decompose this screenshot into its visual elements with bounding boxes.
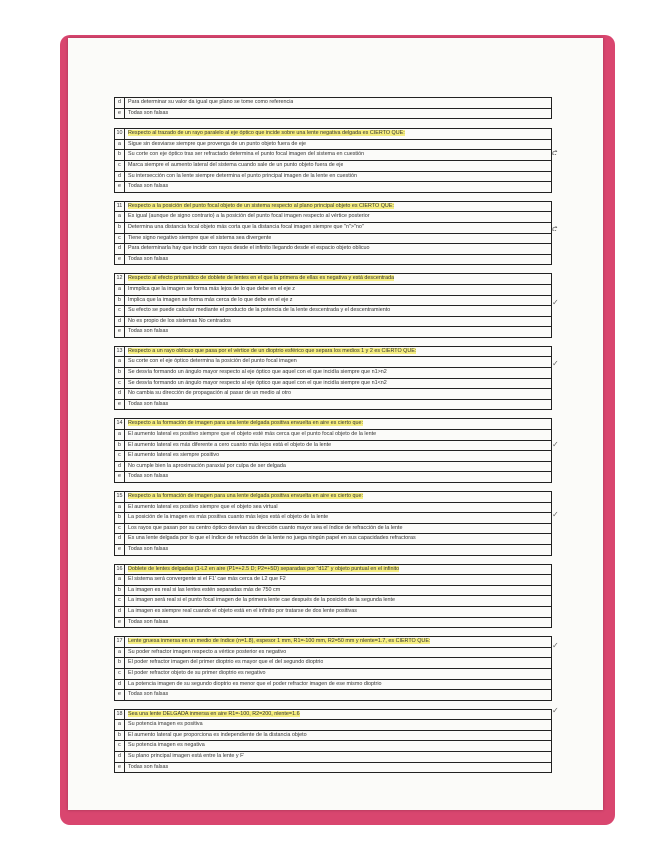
question-header-row	[114, 346, 552, 358]
option-row	[114, 607, 552, 618]
option-text-cell	[125, 586, 280, 596]
option-letter: c	[115, 741, 125, 751]
option-text-cell	[125, 462, 286, 472]
option-row	[114, 658, 552, 669]
question-block	[114, 636, 552, 701]
option-letter: d	[115, 680, 125, 690]
option-text: Para determinar su valor da igual que plano se tome como referencia	[128, 99, 294, 105]
option-row	[114, 317, 552, 328]
option-text-cell	[125, 596, 395, 606]
option-letter: b	[115, 513, 125, 523]
option-letter: a	[115, 430, 125, 440]
option-text-cell	[125, 763, 168, 773]
option-text-cell	[125, 741, 205, 751]
option-row	[114, 472, 552, 483]
option-text: Sigue sin desviarse siempre que provenga de un punto objeto fuera de eje	[128, 140, 307, 147]
option-row	[114, 648, 552, 659]
question-block	[114, 709, 552, 774]
handwritten-check-mark: ✓	[552, 298, 559, 307]
exam-content	[114, 97, 552, 781]
option-letter: a	[115, 648, 125, 658]
option-text: Todas son falsas	[128, 618, 169, 625]
option-text: La potencia imagen de su segundo dioptrio es menor que el poder refractor imagen de ese mismo dioptrio	[128, 680, 382, 687]
option-text-cell	[125, 731, 307, 741]
option-row	[114, 223, 552, 234]
question-header-row	[114, 128, 552, 140]
question-stem-cell	[125, 492, 363, 502]
option-row	[114, 212, 552, 223]
question-stem-cell	[125, 710, 300, 720]
option-row	[114, 545, 552, 556]
option-letter: a	[115, 357, 125, 367]
option-row	[114, 140, 552, 151]
option-letter: e	[115, 255, 125, 265]
question-number: 17	[115, 637, 125, 647]
option-row	[114, 400, 552, 411]
option-text: Se desvía formando un ángulo mayor respecto al eje óptico que aquel con el que incidía siempre que n1>n2	[128, 369, 387, 376]
option-text: Su corte con el eje óptico determina la posición del punto focal imagen	[128, 358, 297, 365]
question-number: 11	[115, 202, 125, 212]
option-letter: c	[115, 596, 125, 606]
option-text-cell	[125, 752, 244, 762]
question-stem-cell	[125, 129, 405, 139]
option-letter: b	[115, 658, 125, 668]
prelude-options	[114, 97, 552, 119]
question-stem: Sea una lente DELGADA inmersa en aire R1=-100, R2=200, nlente=1.6	[128, 710, 300, 717]
option-text: El aumento lateral es positivo siempre que el objeto esté más cerca que el punto focal objeto de la lente	[128, 431, 377, 438]
question-stem: Respecto a la formación de imagen para una lente delgada positiva envuelta en aire es cierto que:	[128, 420, 363, 427]
handwritten-check-mark: ✓	[552, 706, 559, 715]
question-stem-cell	[125, 274, 394, 284]
option-text-cell	[125, 690, 168, 700]
option-text: Los rayos que pasan por su centro óptico desvían su dirección cuanto mayor sea el índice de refracción de la lente	[128, 524, 403, 531]
option-text-cell	[125, 513, 328, 523]
question-stem: Respecto a la formación de imagen para una lente delgada positiva envuelta en aire es cierto que:	[128, 493, 363, 499]
option-text: No cambia su dirección de propagación al pasar de un medio al otro	[128, 390, 292, 397]
option-text: El aumento lateral es siempre positivo	[128, 452, 220, 459]
question-stem-cell	[125, 347, 416, 357]
option-letter: d	[115, 244, 125, 254]
option-letter: a	[115, 503, 125, 513]
option-letter: e	[115, 182, 125, 192]
option-text-cell	[125, 545, 168, 555]
option-letter: b	[115, 150, 125, 160]
question-stem: Respecto a la posición del punto focal objeto de un sistema respecto al plano principal objeto es CIERTO QUE:	[128, 202, 394, 209]
option-text: Todas son falsas	[128, 545, 169, 552]
option-letter: c	[115, 379, 125, 389]
option-row	[114, 618, 552, 629]
option-text-cell	[125, 296, 293, 306]
option-text: La imagen es siempre real cuando el objeto está en el infinito por tratarse de dos lente positivas	[128, 607, 357, 614]
option-text-cell	[125, 658, 323, 668]
option-row	[114, 741, 552, 752]
option-row	[114, 161, 552, 172]
option-letter: c	[115, 669, 125, 679]
question-block	[114, 128, 552, 193]
option-text-cell	[125, 234, 271, 244]
option-letter: a	[115, 285, 125, 295]
question-stem: Doblete de lentes delgadas (1-L2 en aire (P1=+2.5 D; P2=+5D) separadas por "d12" y objeto puntual en el infinito	[128, 565, 400, 572]
option-text: Su poder refractor imagen respecto a vértice posterior es negativo	[128, 648, 287, 655]
option-row	[114, 586, 552, 597]
option-text-cell	[125, 400, 168, 410]
question-stem: Respecto a un rayo oblicuo que pasa por el vértice de un dioptrio esférico que separa los medios 1 y 2 es CIERTO QUE:	[128, 347, 417, 354]
option-text: Se desvía formando un ángulo mayor respecto al eje óptico que aquel con el que incidía siempre que n1<n2	[128, 379, 387, 386]
option-row	[114, 306, 552, 317]
question-header-row	[114, 636, 552, 648]
question-header-row	[114, 273, 552, 285]
option-text: El aumento lateral es positivo siempre que el objeto sea virtual	[128, 503, 278, 510]
option-row	[114, 534, 552, 545]
option-letter: e	[115, 472, 125, 482]
option-letter: d	[115, 317, 125, 327]
option-letter: a	[115, 140, 125, 150]
question-block	[114, 418, 552, 483]
option-letter: d	[115, 172, 125, 182]
option-text-cell	[125, 441, 331, 451]
option-text: Es igual (aunque de signo contrario) a la posición del punto focal imagen respecto al vértice posterior	[128, 213, 370, 220]
option-row	[114, 172, 552, 183]
question-block	[114, 346, 552, 411]
question-block	[114, 273, 552, 338]
option-letter: d	[115, 98, 125, 108]
option-letter: d	[115, 389, 125, 399]
option-text: Es una lente delgada por lo que el índice de refracción de la lente no juega ningún papel en sus capacidades refractoras	[128, 535, 416, 542]
option-text: Todas son falsas	[128, 328, 169, 335]
option-letter: b	[115, 441, 125, 451]
option-letter: d	[115, 752, 125, 762]
option-row	[114, 680, 552, 691]
option-text-cell	[125, 327, 168, 337]
option-text-cell	[125, 285, 295, 295]
option-text-cell	[125, 430, 376, 440]
option-letter: c	[115, 306, 125, 316]
option-letter: e	[115, 109, 125, 119]
option-text: Todas son falsas	[128, 691, 169, 698]
option-letter: d	[115, 462, 125, 472]
option-row	[114, 731, 552, 742]
option-row	[114, 97, 552, 109]
option-row	[114, 285, 552, 296]
option-letter: b	[115, 368, 125, 378]
option-row	[114, 441, 552, 452]
handwritten-check-mark: ሮ	[552, 224, 558, 233]
option-row	[114, 109, 552, 120]
option-text: Su potencia imagen es positiva	[128, 721, 203, 728]
option-text: No es propio de los sistemas No centrados	[128, 317, 231, 324]
option-text: Todas son falsas	[128, 183, 169, 190]
option-text-cell	[125, 618, 168, 628]
option-letter: e	[115, 618, 125, 628]
option-row	[114, 720, 552, 731]
question-header-row	[114, 418, 552, 430]
option-text-cell	[125, 720, 203, 730]
option-text: Todas son falsas	[128, 255, 169, 262]
question-list	[114, 128, 552, 773]
question-stem-cell	[125, 419, 363, 429]
option-text: Marca siempre el aumento lateral del sistema cuando sale de un punto objeto fuera de eje	[128, 161, 344, 168]
option-text: Su potencia imagen es negativa	[128, 742, 205, 749]
question-stem-cell	[125, 565, 399, 575]
option-row	[114, 368, 552, 379]
option-letter: b	[115, 731, 125, 741]
option-text: Implica que la imagen se forma más cerca de lo que debe en el eje z	[128, 296, 293, 303]
option-text: Todas son falsas	[128, 109, 169, 116]
option-text: Su intersección con la lente siempre determina el punto principal imagen de la lente en cuestión	[128, 172, 357, 179]
option-text-cell	[125, 368, 387, 378]
option-text-cell	[125, 648, 286, 658]
option-text-cell	[125, 150, 364, 160]
question-block	[114, 564, 552, 629]
option-text-cell	[125, 379, 387, 389]
option-text: Para determinarla hay que incidir con rayos desde el infinito llegando desde el espacio objeto oblicuo	[128, 245, 370, 252]
option-text: Su corte con eje óptico tras ser refractado determina el punto focal imagen del sistema en cuestión	[128, 151, 365, 158]
option-text-cell	[125, 161, 343, 171]
question-number: 18	[115, 710, 125, 720]
option-row	[114, 524, 552, 535]
option-text: El sistema será convergente si el F1' cae más cerca de L2 que F2	[128, 576, 286, 583]
option-letter: d	[115, 534, 125, 544]
question-number: 16	[115, 565, 125, 575]
option-row	[114, 389, 552, 400]
option-row	[114, 379, 552, 390]
option-row	[114, 150, 552, 161]
option-text: Todas son falsas	[128, 473, 169, 480]
option-text: El poder refractor imagen del primer dioptrio es mayor que el del segundo dioptrio	[128, 659, 324, 666]
option-row	[114, 763, 552, 774]
option-text: Todas son falsas	[128, 400, 169, 407]
option-text-cell	[125, 306, 390, 316]
question-header-row	[114, 491, 552, 503]
option-text-cell	[125, 680, 382, 690]
question-block	[114, 491, 552, 556]
option-text-cell	[125, 524, 403, 534]
option-row	[114, 669, 552, 680]
option-text-cell	[125, 109, 168, 119]
option-letter: d	[115, 607, 125, 617]
option-letter: e	[115, 327, 125, 337]
option-text: Tiene signo negativo siempre que el sistema sea divergente	[128, 234, 272, 241]
option-row	[114, 462, 552, 473]
option-text-cell	[125, 255, 168, 265]
option-letter: c	[115, 451, 125, 461]
option-text-cell	[125, 357, 297, 367]
option-row	[114, 503, 552, 514]
option-text: El poder refractor objeto de su primer dioptrio es negativo	[128, 669, 266, 676]
question-number: 15	[115, 492, 125, 502]
option-text-cell	[125, 212, 370, 222]
question-number: 12	[115, 274, 125, 284]
option-row	[114, 234, 552, 245]
option-letter: c	[115, 161, 125, 171]
option-row	[114, 451, 552, 462]
option-letter: e	[115, 400, 125, 410]
option-text: La imagen será real si el punto focal imagen de la primera lente cae después de la posición de la segunda lente	[128, 597, 396, 604]
option-letter: b	[115, 223, 125, 233]
question-header-row	[114, 201, 552, 213]
option-text: El aumento lateral que proporciona es independiente de la distancia objeto	[128, 731, 307, 738]
option-letter: e	[115, 690, 125, 700]
handwritten-check-mark: ✓	[552, 510, 559, 519]
question-block	[114, 201, 552, 266]
option-text-cell	[125, 575, 286, 585]
question-header-row	[114, 564, 552, 576]
option-text: Su efecto se puede calcular mediante el producto de la potencia de la lente descentrada y el descentramiento	[128, 307, 391, 314]
option-text-cell	[125, 182, 168, 192]
option-text-cell	[125, 669, 266, 679]
handwritten-check-mark: ሮ	[552, 148, 558, 157]
option-text-cell	[125, 534, 416, 544]
option-text-cell	[125, 223, 364, 233]
option-row	[114, 596, 552, 607]
question-number: 13	[115, 347, 125, 357]
option-row	[114, 513, 552, 524]
option-text-cell	[125, 172, 357, 182]
option-letter: b	[115, 586, 125, 596]
question-stem: Respecto al trazado de un rayo paralelo al eje óptico que incide sobre una lente negativa delgada es CIERTO QUE:	[128, 130, 405, 137]
option-letter: a	[115, 720, 125, 730]
option-text: No cumple bien la aproximación paraxial por culpa de ser delgada	[128, 462, 286, 469]
option-text: Su plano principal imagen está entre la lente y F'	[128, 753, 245, 760]
option-row	[114, 752, 552, 763]
option-text: Todas son falsas	[128, 763, 169, 770]
option-row	[114, 690, 552, 701]
option-text-cell	[125, 244, 370, 254]
option-text: Determina una distancia focal objeto más corta que la distancia focal imagen siempre que "n">"no"	[128, 223, 364, 230]
option-text-cell	[125, 317, 231, 327]
option-row	[114, 357, 552, 368]
option-text-cell	[125, 389, 291, 399]
option-text-cell	[125, 472, 168, 482]
question-number: 14	[115, 419, 125, 429]
option-text: La posición de la imagen es más positiva cuanto más lejos está el objeto de la lente	[128, 514, 329, 521]
option-letter: a	[115, 212, 125, 222]
question-stem: Lente gruesa inmersa en un medio de índice (n=1.8), espesor 1 mm, R1=-100 mm, R2=50 mm y nlente=1.7, es CIERTO QUE:	[128, 638, 431, 645]
option-row	[114, 430, 552, 441]
option-letter: c	[115, 524, 125, 534]
option-text-cell	[125, 503, 278, 513]
handwritten-check-mark: ✓	[552, 359, 559, 368]
option-row	[114, 255, 552, 266]
option-row	[114, 575, 552, 586]
option-text-cell	[125, 98, 293, 108]
option-letter: a	[115, 575, 125, 585]
handwritten-check-mark: ✓	[552, 440, 559, 449]
option-letter: c	[115, 234, 125, 244]
question-header-row	[114, 709, 552, 721]
option-text: La imagen es real si las lentes estén separadas más de 750 cm	[128, 586, 281, 593]
option-letter: e	[115, 545, 125, 555]
question-stem: Respecto al efecto prismático de doblete de lentes en el que la primera de ellas es negativa y está descentrada	[128, 275, 395, 282]
option-letter: b	[115, 296, 125, 306]
option-row	[114, 327, 552, 338]
option-letter: e	[115, 763, 125, 773]
question-number: 10	[115, 129, 125, 139]
option-text-cell	[125, 451, 219, 461]
question-stem-cell	[125, 202, 394, 212]
option-row	[114, 182, 552, 193]
option-text: El aumento lateral es más diferente a cero cuanto más lejos está el objeto de la lente	[128, 441, 332, 448]
option-row	[114, 296, 552, 307]
handwritten-check-mark: ✓	[552, 641, 559, 650]
option-row	[114, 244, 552, 255]
question-stem-cell	[125, 637, 430, 647]
option-text-cell	[125, 140, 306, 150]
option-text: Immplica que la imagen se forma más lejos de lo que debe en el eje z	[128, 285, 295, 292]
option-text-cell	[125, 607, 357, 617]
